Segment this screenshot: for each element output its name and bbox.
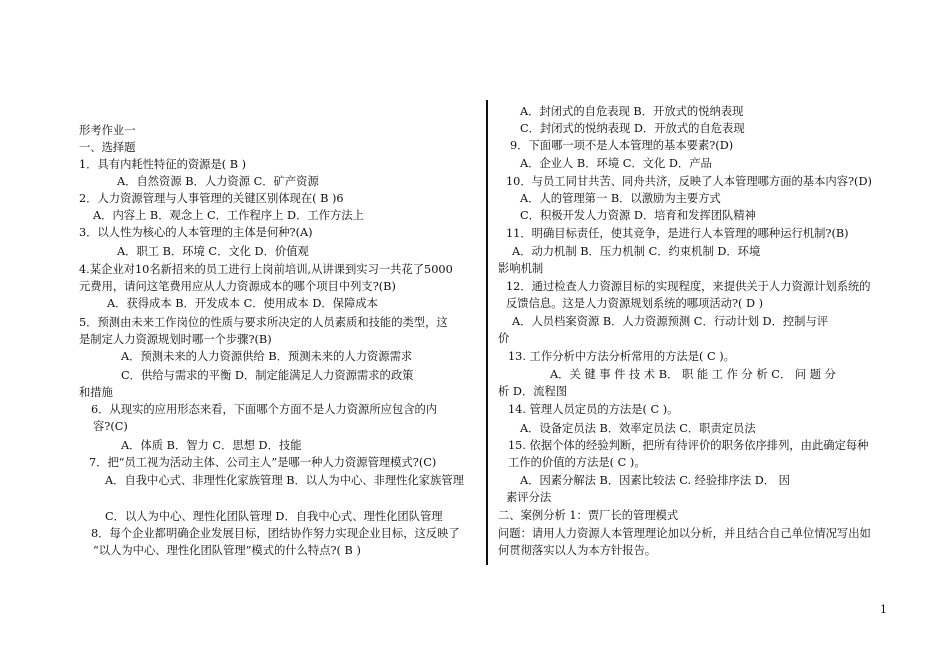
right-line: A．动力机制 B．压力机制 C．约束机制 D．环境 bbox=[512, 245, 761, 258]
right-line: C．封闭式的悦纳表现 D．开放式的自危表现 bbox=[520, 122, 745, 135]
column-divider bbox=[486, 100, 488, 565]
left-line: 容?(C) bbox=[93, 420, 128, 433]
right-line: 影响机制 bbox=[498, 262, 544, 275]
left-line: A．预测未来的人力资源供给 B．预测未来的人力资源需求 bbox=[121, 350, 413, 363]
right-line: 11．明确目标责任，使其竞争，是进行人本管理的哪种运行机制?(B) bbox=[506, 227, 849, 240]
right-line: A．关 键 事 件 技 术 B． 职 能 工 作 分 析 C． 问 题 分 bbox=[550, 368, 836, 381]
right-line: 工作的价值的方法是( C )。 bbox=[508, 456, 646, 469]
right-line: 14. 管理人员定员的方法是( C )。 bbox=[508, 403, 679, 416]
right-line: 问题：请用人力资源人本管理理论加以分析，并且结合自己单位情况写出如 bbox=[498, 527, 871, 540]
left-line: 1．具有内耗性特征的资源是( B ) bbox=[79, 158, 247, 171]
right-line: C．积极开发人力资源 D．培育和发挥团队精神 bbox=[520, 209, 756, 222]
left-line: 6．从现实的应用形态来看，下面哪个方面不是人力资源所应包含的内 bbox=[91, 403, 438, 416]
left-line: 一、选择题 bbox=[79, 141, 136, 154]
page-number: 1 bbox=[880, 603, 887, 616]
right-line: 13. 工作分析中方法分析常用的方法是( C )。 bbox=[508, 350, 735, 363]
left-line: 元费用，请问这笔费用应从人力资源成本的哪个项目中列支?(B) bbox=[79, 280, 396, 293]
left-line: “以人为中心、理性化团队管理”模式的什么特点?( B ) bbox=[93, 544, 361, 557]
right-line: A．人的管理第一 B．以激励为主要方式 bbox=[520, 192, 721, 205]
right-line: 素评分法 bbox=[506, 491, 552, 504]
right-line: 15. 依据个体的经验判断，把所有待评价的职务依序排列，由此确定每种 bbox=[508, 439, 869, 452]
right-line: 10．与员工同甘共苦、同舟共济，反映了人本管理哪方面的基本内容?(D) bbox=[506, 175, 872, 188]
right-line: 析 D．流程图 bbox=[498, 385, 568, 398]
right-line: A．因素分解法 B．因素比较法 C. 经验排序法 D． 因 bbox=[520, 474, 790, 487]
right-line: 12．通过检查人力资源目标的实现程度，来提供关于人力资源计划系统的 bbox=[506, 280, 871, 293]
left-line: A．自我中心式、非理性化家族管理 B．以人为中心、非理性化家族管理 bbox=[105, 474, 464, 487]
left-line: A．自然资源 B．人力资源 C．矿产资源 bbox=[117, 175, 319, 188]
left-line: A．内容上 B．观念上 C．工作程序上 D．工作方法上 bbox=[93, 209, 364, 222]
left-line: A．体质 B．智力 C．思想 D．技能 bbox=[121, 439, 302, 452]
left-line: 和措施 bbox=[79, 386, 113, 399]
left-line: 是制定人力资源规划时哪一个步骤?(B) bbox=[79, 333, 272, 346]
left-line: 7．把“员工视为活动主体、公司主人”是哪一种人力资源管理模式?(C) bbox=[89, 456, 437, 469]
right-line: 二、案例分析 1：贾厂长的管理模式 bbox=[498, 509, 679, 522]
left-line: 3．以人性为核心的人本管理的主体是何种?(A) bbox=[79, 226, 313, 239]
right-line: 何贯彻落实以人为本方针报告。 bbox=[498, 544, 657, 557]
right-line: 9．下面哪一项不是人本管理的基本要素?(D) bbox=[510, 139, 734, 152]
right-line: A．封闭式的自危表现 B．开放式的悦纳表现 bbox=[520, 105, 744, 118]
right-line: 价 bbox=[498, 332, 510, 345]
right-line: A．人员档案资源 B．人力资源预测 C．行动计划 D．控制与评 bbox=[512, 315, 829, 328]
left-line: 4.某企业对10名新招来的员工进行上岗前培训,从讲课到实习一共花了5000 bbox=[79, 263, 453, 276]
right-line: A．设备定员法 B．效率定员法 C．职责定员法 bbox=[520, 422, 756, 435]
right-line: A．企业人 B．环境 C．文化 D．产品 bbox=[520, 157, 712, 170]
left-line: A．职工 B．环境 C．文化 D．价值观 bbox=[117, 245, 309, 258]
left-line: C．以人为中心、理性化团队管理 D．自我中心式、理性化团队管理 bbox=[105, 510, 443, 523]
left-line: 2．人力资源管理与人事管理的关键区别体现在( B )6 bbox=[79, 192, 344, 205]
left-line: 形考作业一 bbox=[79, 124, 136, 137]
left-line: 5．预测由未来工作岗位的性质与要求所决定的人员素质和技能的类型，这 bbox=[79, 316, 448, 329]
left-line: C．供给与需求的平衡 D．制定能满足人力资源需求的政策 bbox=[121, 369, 414, 382]
left-line: A．获得成本 B．开发成本 C．使用成本 D．保障成本 bbox=[107, 297, 378, 310]
right-line: 反馈信息。这是人力资源规划系统的哪项活动?( D ) bbox=[506, 297, 764, 310]
left-line: 8．每个企业都明确企业发展目标，团结协作努力实现企业目标，这反映了 bbox=[91, 527, 460, 540]
